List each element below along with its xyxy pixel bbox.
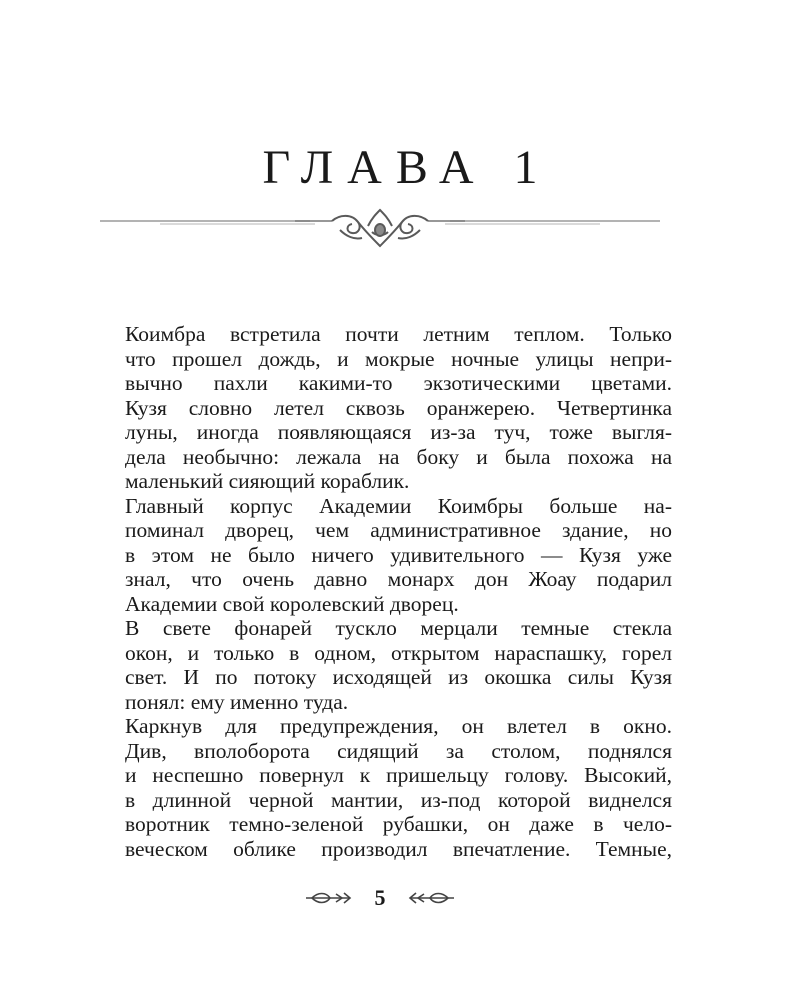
body-text bbox=[88, 322, 672, 861]
text-line: В свете фонарей тускло мерцали темные стекла bbox=[125, 616, 672, 640]
text-line: что прошел дождь, и мокрые ночные улицы непри- bbox=[125, 346, 672, 371]
text-line: Кузя словно летел сквозь оранжерею. Четвертинка bbox=[125, 395, 672, 420]
chapter-ornament-divider bbox=[100, 206, 660, 256]
text-line: Главный корпус Академии Коимбры больше на- bbox=[125, 493, 672, 518]
paragraph-2 bbox=[88, 494, 672, 617]
text-line: знал, что очень давно монарх дон Жоау подарил bbox=[125, 567, 672, 591]
text-line: луны, иногда появляющаяся из-за туч, тоже выгля- bbox=[125, 420, 672, 444]
text-line: вычно пахли какими-то экзотическими цветами. bbox=[125, 371, 672, 395]
text-line: понял: ему именно туда. bbox=[125, 689, 349, 714]
text-line: Коимбра встретила почти летним теплом. Только bbox=[125, 322, 672, 346]
paragraph-1 bbox=[88, 322, 672, 494]
text-line: в длинной черной мантии, из-под которой виднелся bbox=[125, 787, 672, 812]
text-line: маленький сияющий кораблик. bbox=[125, 469, 410, 493]
chapter-title: ГЛАВА 1 bbox=[262, 141, 552, 194]
text-line: окон, и только в одном, открытом нараспашку, горел bbox=[125, 640, 672, 665]
text-line: и неспешно повернул к пришельцу голову. Высокий, bbox=[125, 763, 672, 787]
paragraph-4 bbox=[88, 714, 672, 861]
page-number: 5 bbox=[374, 885, 386, 910]
folio-right-flourish bbox=[410, 893, 454, 903]
text-line: Академии свой королевский дворец. bbox=[125, 591, 459, 616]
folio-left-flourish bbox=[306, 893, 350, 903]
text-line: Каркнув для предупреждения, он влетел в окно. bbox=[125, 714, 672, 738]
text-line: свет. И по потоку исходящей из окошка силы Кузя bbox=[125, 665, 672, 689]
text-line: веческом облике производил впечатление. Темные, bbox=[125, 836, 672, 861]
ornament-center-flourish bbox=[332, 210, 428, 246]
ornament-left-line bbox=[100, 221, 332, 224]
paragraph-3 bbox=[88, 616, 672, 714]
text-line: Див, вполоборота сидящий за столом, поднялся bbox=[125, 738, 672, 763]
text-line: в этом не было ничего удивительного — Кузя уже bbox=[125, 542, 672, 567]
text-line: дела необычно: лежала на боку и была похожа на bbox=[125, 444, 672, 469]
ornament-right-line bbox=[428, 221, 660, 224]
text-line: воротник темно-зеленой рубашки, он даже в чело- bbox=[125, 812, 672, 836]
text-line: поминал дворец, чем административное здание, но bbox=[125, 518, 672, 542]
